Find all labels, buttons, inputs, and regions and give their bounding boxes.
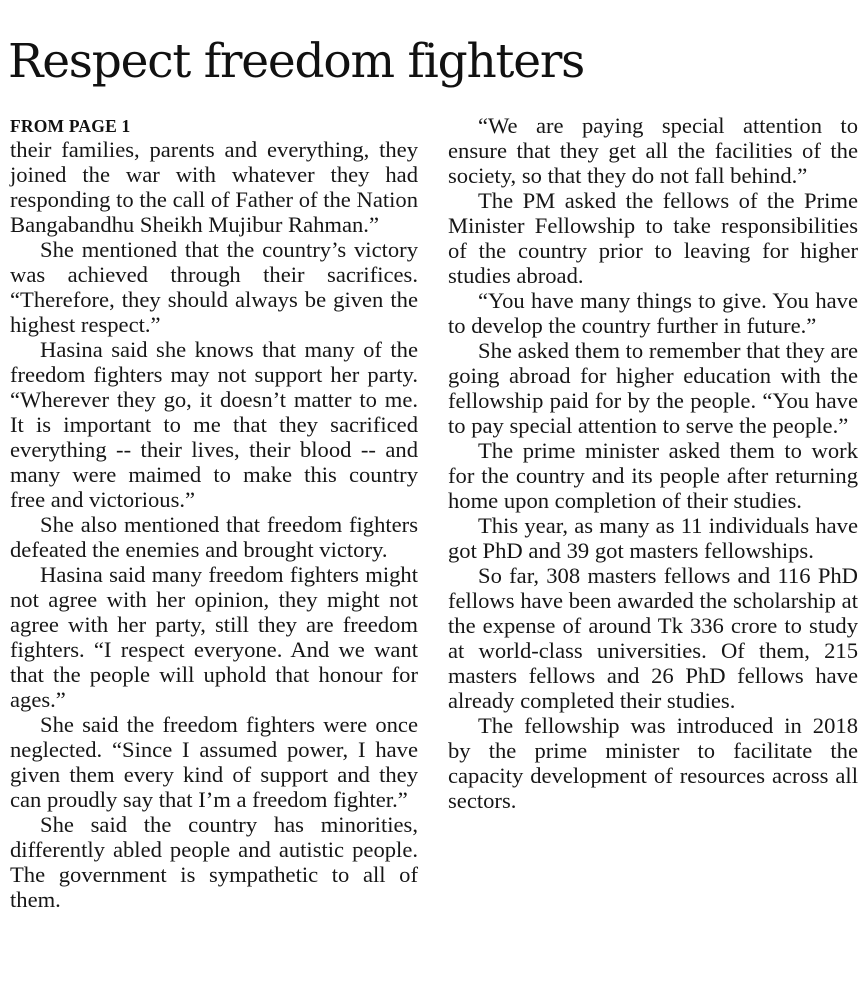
headline: Respect freedom fighters: [8, 34, 585, 89]
paragraph: She said the country has minorities, differently abled people and autistic people. The government is sympathetic to all of them.: [10, 812, 418, 912]
paragraph: The prime minister asked them to work for the country and its people after returning home upon completion of their studies.: [448, 438, 858, 513]
paragraph: “We are paying special attention to ensure that they get all the facilities of the society, so that they do not fall behind.”: [448, 113, 858, 188]
article-column-right: [448, 113, 858, 813]
paragraph: “You have many things to give. You have to develop the country further in future.”: [448, 288, 858, 338]
paragraph: their families, parents and everything, they joined the war with whatever they had responding to the call of Father of the Nation Bangabandhu Sheikh Mujibur Rahman.”: [10, 137, 418, 237]
paragraph: The fellowship was introduced in 2018 by the prime minister to facilitate the capacity development of resources across all sectors.: [448, 713, 858, 813]
paragraph: She mentioned that the country’s victory was achieved through their sacrifices. “Therefore, they should always be given the highest respect.”: [10, 237, 418, 337]
paragraph: She also mentioned that freedom fighters defeated the enemies and brought victory.: [10, 512, 418, 562]
paragraph: So far, 308 masters fellows and 116 PhD fellows have been awarded the scholarship at the expense of around Tk 336 crore to study at world-class universities. Of them, 215 masters fellows and 26 PhD fellows have already completed their studies.: [448, 563, 858, 713]
paragraph: She asked them to remember that they are going abroad for higher education with the fellowship paid for by the people. “You have to pay special attention to serve the people.”: [448, 338, 858, 438]
paragraph: She said the freedom fighters were once neglected. “Since I assumed power, I have given them every kind of support and they can proudly say that I’m a freedom fighter.”: [10, 712, 418, 812]
paragraph: This year, as many as 11 individuals have got PhD and 39 got masters fellowships.: [448, 513, 858, 563]
article-column-left: [10, 113, 418, 912]
paragraph: Hasina said many freedom fighters might not agree with her opinion, they might not agree with her party, still they are freedom fighters. “I respect everyone. And we want that the people will uphold that honour for ages.”: [10, 562, 418, 712]
paragraph: The PM asked the fellows of the Prime Minister Fellowship to take responsibilities of the country prior to leaving for higher studies abroad.: [448, 188, 858, 288]
paragraph: Hasina said she knows that many of the freedom fighters may not support her party. “Wherever they go, it doesn’t matter to me. It is important to me that they sacrificed everything -- their lives, their blood -- and many were maimed to make this country free and victorious.”: [10, 337, 418, 512]
continuation-kicker: FROM PAGE 1: [10, 116, 131, 136]
